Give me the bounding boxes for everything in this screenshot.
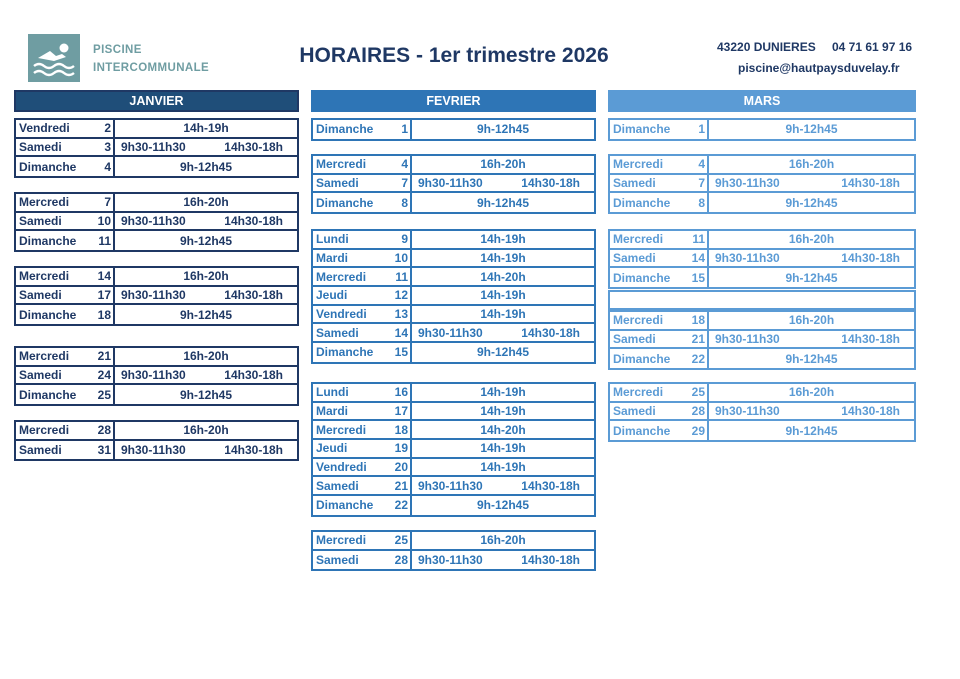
time-slot (113, 120, 297, 137)
day-number: 15 (691, 270, 705, 285)
schedule-row (313, 477, 594, 496)
schedule-row (610, 403, 914, 422)
day-group (14, 266, 299, 326)
day-name: Mercredi (316, 422, 367, 437)
day-name: Vendredi (316, 307, 367, 322)
day-name: Samedi (19, 214, 62, 229)
day-name: Lundi (316, 232, 349, 247)
schedule-row (610, 193, 914, 212)
morning-hours: 9h30-11h30 (121, 288, 186, 303)
day-number: 10 (97, 214, 111, 229)
day-number: 10 (394, 251, 408, 266)
time-slot (410, 231, 594, 248)
day-name: Samedi (19, 443, 62, 458)
opening-hours: 16h-20h (788, 385, 835, 400)
time-slot (707, 349, 914, 368)
day-name: Samedi (316, 176, 359, 191)
time-slot (113, 194, 297, 211)
day-name: Lundi (316, 385, 349, 400)
time-slot (410, 440, 594, 457)
schedule-row (16, 268, 297, 287)
opening-hours: 16h-20h (480, 533, 526, 548)
day-number: 19 (394, 441, 408, 456)
day-number: 11 (98, 233, 111, 248)
month-column-mars (608, 90, 916, 438)
day-name: Dimanche (316, 498, 374, 513)
time-slot (707, 331, 914, 348)
schedule-row (16, 213, 297, 232)
afternoon-hours: 14h30-18h (224, 368, 283, 383)
time-slot (410, 250, 594, 267)
morning-hours: 9h30-11h30 (418, 553, 483, 568)
day-number: 14 (691, 251, 705, 266)
day-number: 9 (401, 232, 408, 247)
time-slot (410, 532, 594, 549)
day-name: Mercredi (316, 269, 367, 284)
day-name: Jeudi (316, 288, 348, 303)
schedule-row (313, 287, 594, 306)
afternoon-hours: 14h30-18h (841, 251, 900, 266)
time-slot (707, 421, 914, 440)
schedule-row (313, 250, 594, 269)
afternoon-hours: 14h30-18h (521, 478, 580, 493)
city: 43220 DUNIERES (717, 40, 816, 54)
opening-hours: 14h-20h (480, 422, 526, 437)
day-name: Dimanche (613, 122, 671, 137)
schedule-row (313, 440, 594, 459)
day-name: Mercredi (613, 313, 664, 328)
schedule-row (16, 139, 297, 158)
time-slot (707, 120, 914, 139)
day-name: Vendredi (19, 121, 70, 136)
time-slot (410, 193, 594, 212)
morning-hours: 9h30-11h30 (715, 404, 780, 419)
afternoon-hours: 14h30-18h (841, 404, 900, 419)
time-slot (410, 324, 594, 341)
opening-hours: 14h-19h (480, 307, 526, 322)
day-number: 28 (394, 553, 408, 568)
day-name: Mercredi (19, 269, 70, 284)
time-slot (410, 306, 594, 323)
phone: 04 71 61 97 16 (832, 40, 913, 54)
day-name: Samedi (19, 288, 62, 303)
day-group (311, 229, 596, 364)
opening-hours: 16h-20h (788, 313, 835, 328)
opening-hours: 9h-12h45 (785, 195, 838, 210)
schedule-row (16, 441, 297, 460)
opening-hours: 9h-12h45 (476, 498, 530, 513)
schedule-row (16, 157, 297, 176)
day-number: 22 (691, 351, 705, 366)
schedule-row (16, 367, 297, 386)
schedule-row (313, 306, 594, 325)
day-name: Dimanche (19, 307, 77, 322)
afternoon-hours: 14h30-18h (841, 176, 900, 191)
day-name: Mardi (316, 404, 349, 419)
afternoon-hours: 14h30-18h (841, 332, 900, 347)
day-name: Samedi (316, 478, 359, 493)
opening-hours: 9h-12h45 (179, 233, 233, 248)
day-name: Dimanche (19, 233, 77, 248)
day-number: 17 (394, 404, 408, 419)
day-number: 14 (97, 269, 111, 284)
day-group (608, 154, 916, 214)
day-number: 2 (104, 121, 111, 136)
month-column-fevrier (311, 90, 596, 568)
time-slot (410, 403, 594, 420)
afternoon-hours: 14h30-18h (224, 288, 283, 303)
day-name: Dimanche (613, 351, 671, 366)
day-number: 12 (394, 288, 408, 303)
morning-hours: 9h30-11h30 (418, 176, 483, 191)
schedule-row (16, 422, 297, 441)
day-number: 25 (691, 385, 705, 400)
day-number: 20 (394, 460, 408, 475)
time-slot (707, 312, 914, 329)
schedule-row (16, 348, 297, 367)
time-slot (410, 459, 594, 476)
day-number: 28 (691, 404, 705, 419)
schedule-row (610, 384, 914, 403)
opening-hours: 14h-19h (183, 121, 229, 136)
schedule-row (16, 305, 297, 324)
opening-hours: 14h-19h (480, 385, 526, 400)
month-header: MARS (608, 90, 916, 112)
opening-hours: 9h-12h45 (785, 122, 838, 137)
time-slot (113, 367, 297, 384)
morning-hours: 9h30-11h30 (418, 478, 483, 493)
month-column-janvier (14, 90, 299, 458)
day-name: Mercredi (19, 349, 70, 364)
day-group (608, 290, 916, 310)
opening-hours: 16h-20h (183, 423, 229, 438)
schedule-row (313, 496, 594, 515)
day-group (14, 192, 299, 252)
afternoon-hours: 14h30-18h (224, 443, 283, 458)
time-slot (113, 385, 297, 404)
schedule-row (16, 120, 297, 139)
day-number: 4 (401, 157, 408, 172)
day-group (311, 530, 596, 571)
time-slot (410, 268, 594, 285)
day-name: Samedi (613, 332, 656, 347)
day-name: Dimanche (316, 345, 374, 360)
time-slot (707, 268, 914, 287)
schedule-row (610, 156, 914, 175)
day-number: 8 (401, 195, 408, 210)
day-group (608, 118, 916, 141)
day-group (14, 118, 299, 178)
day-group (608, 382, 916, 442)
schedule-row (16, 194, 297, 213)
morning-hours: 9h30-11h30 (715, 176, 780, 191)
opening-hours: 14h-19h (480, 288, 526, 303)
time-slot (410, 384, 594, 401)
opening-hours: 9h-12h45 (476, 345, 530, 360)
day-number: 1 (401, 122, 408, 137)
day-number: 22 (394, 498, 408, 513)
schedule-row (610, 268, 914, 287)
logo-line2: INTERCOMMUNALE (93, 62, 210, 74)
day-number: 17 (97, 288, 111, 303)
schedule-row (16, 287, 297, 306)
day-name: Samedi (613, 404, 656, 419)
time-slot (113, 441, 297, 460)
day-number: 21 (394, 478, 408, 493)
opening-hours: 16h-20h (788, 232, 835, 247)
opening-hours: 14h-19h (480, 441, 526, 456)
opening-hours: 9h-12h45 (179, 159, 233, 174)
day-number: 1 (698, 122, 705, 137)
day-number: 21 (97, 349, 111, 364)
day-name: Samedi (19, 140, 62, 155)
day-number: 13 (394, 307, 408, 322)
schedule-row (313, 343, 594, 362)
time-slot (113, 287, 297, 304)
day-name: Dimanche (613, 270, 671, 285)
opening-hours: 14h-19h (480, 251, 526, 266)
day-number: 28 (97, 423, 111, 438)
schedule-row (313, 156, 594, 175)
day-number: 4 (698, 157, 705, 172)
schedule-row (313, 551, 594, 570)
day-group (608, 229, 916, 289)
time-slot (113, 268, 297, 285)
day-number: 21 (691, 332, 705, 347)
schedule-row (313, 421, 594, 440)
time-slot (410, 287, 594, 304)
time-slot (113, 305, 297, 324)
opening-hours: 9h-12h45 (476, 122, 530, 137)
day-name: Dimanche (316, 195, 374, 210)
day-number: 8 (698, 195, 705, 210)
schedule-row (313, 231, 594, 250)
day-name: Mardi (316, 251, 349, 266)
opening-hours: 9h-12h45 (179, 387, 233, 402)
opening-hours: 9h-12h45 (179, 307, 233, 322)
opening-hours: 16h-20h (183, 349, 229, 364)
time-slot (707, 193, 914, 212)
day-name: Dimanche (19, 387, 77, 402)
day-group (311, 382, 596, 517)
schedule-row (610, 331, 914, 350)
time-slot (410, 421, 594, 438)
month-header: FEVRIER (311, 90, 596, 112)
day-name: Jeudi (316, 441, 348, 456)
day-number: 7 (401, 176, 408, 191)
schedule-row (313, 193, 594, 212)
day-number: 7 (698, 176, 705, 191)
time-slot (410, 175, 594, 192)
day-number: 7 (104, 195, 111, 210)
morning-hours: 9h30-11h30 (418, 325, 483, 340)
schedule-row (610, 421, 914, 440)
schedule-row (313, 175, 594, 194)
schedule-row (313, 459, 594, 478)
schedule-row (610, 231, 914, 250)
day-name: Dimanche (316, 122, 374, 137)
schedule-row (313, 268, 594, 287)
afternoon-hours: 14h30-18h (224, 140, 283, 155)
day-number: 11 (692, 232, 705, 247)
time-slot (707, 384, 914, 401)
day-name: Mercredi (316, 533, 367, 548)
time-slot (707, 156, 914, 173)
time-slot (410, 551, 594, 570)
opening-hours: 14h-20h (480, 269, 526, 284)
schedule-row (16, 385, 297, 404)
opening-hours: 9h-12h45 (785, 351, 838, 366)
logo-line1: PISCINE (93, 44, 142, 56)
day-number: 25 (97, 387, 111, 402)
schedule-row (313, 384, 594, 403)
opening-hours: 16h-20h (183, 269, 229, 284)
day-name: Samedi (316, 553, 359, 568)
time-slot (113, 213, 297, 230)
schedule-row (313, 120, 594, 139)
time-slot (707, 231, 914, 248)
day-name: Mercredi (316, 157, 367, 172)
schedule-row (610, 120, 914, 139)
day-number: 11 (395, 269, 408, 284)
day-name: Samedi (613, 251, 656, 266)
opening-hours: 9h-12h45 (785, 423, 838, 438)
day-name: Mercredi (613, 157, 664, 172)
morning-hours: 9h30-11h30 (121, 443, 186, 458)
day-group (14, 420, 299, 461)
time-slot (113, 139, 297, 156)
afternoon-hours: 14h30-18h (521, 325, 580, 340)
schedule-row (313, 324, 594, 343)
day-number: 16 (394, 385, 408, 400)
afternoon-hours: 14h30-18h (521, 176, 580, 191)
time-slot (113, 348, 297, 365)
day-number: 29 (691, 423, 705, 438)
schedule-row (610, 349, 914, 368)
time-slot (410, 120, 594, 139)
day-group (311, 118, 596, 141)
month-header: JANVIER (14, 90, 299, 112)
schedule-row (313, 532, 594, 551)
schedule-row (610, 250, 914, 269)
day-name: Samedi (19, 368, 62, 383)
morning-hours: 9h30-11h30 (121, 368, 186, 383)
opening-hours: 14h-19h (480, 232, 526, 247)
day-name: Mercredi (613, 385, 664, 400)
day-name: Samedi (316, 325, 359, 340)
morning-hours: 9h30-11h30 (121, 214, 186, 229)
day-name: Samedi (613, 176, 656, 191)
schedule-row (16, 231, 297, 250)
page-title: HORAIRES - 1er trimestre 2026 (299, 44, 609, 67)
time-slot (707, 175, 914, 192)
day-name: Vendredi (316, 460, 367, 475)
opening-hours: 9h-12h45 (476, 195, 530, 210)
time-slot (410, 156, 594, 173)
day-number: 18 (691, 313, 705, 328)
morning-hours: 9h30-11h30 (715, 332, 780, 347)
day-name: Mercredi (19, 423, 70, 438)
day-number: 31 (97, 443, 111, 458)
day-group (608, 310, 916, 370)
time-slot (410, 343, 594, 362)
time-slot (707, 250, 914, 267)
day-name: Dimanche (613, 423, 671, 438)
time-slot (113, 157, 297, 176)
schedule-row (610, 312, 914, 331)
day-name: Dimanche (613, 195, 671, 210)
email: piscine@hautpaysduvelay.fr (738, 61, 900, 75)
morning-hours: 9h30-11h30 (121, 140, 186, 155)
day-group (311, 154, 596, 214)
opening-hours: 16h-20h (183, 195, 229, 210)
afternoon-hours: 14h30-18h (224, 214, 283, 229)
day-number: 18 (394, 422, 408, 437)
day-number: 24 (97, 368, 111, 383)
afternoon-hours: 14h30-18h (521, 553, 580, 568)
day-number: 4 (104, 159, 111, 174)
opening-hours: 14h-19h (480, 460, 526, 475)
time-slot (113, 231, 297, 250)
day-name: Mercredi (613, 232, 664, 247)
morning-hours: 9h30-11h30 (715, 251, 780, 266)
schedule-row (610, 175, 914, 194)
time-slot (410, 477, 594, 494)
time-slot (707, 403, 914, 420)
opening-hours: 9h-12h45 (785, 270, 838, 285)
day-number: 18 (97, 307, 111, 322)
opening-hours: 14h-19h (480, 404, 526, 419)
day-name: Dimanche (19, 159, 77, 174)
opening-hours: 16h-20h (788, 157, 835, 172)
day-name: Mercredi (19, 195, 70, 210)
schedule-row (313, 403, 594, 422)
day-group (14, 346, 299, 406)
time-slot (410, 496, 594, 515)
day-number: 14 (394, 325, 408, 340)
opening-hours: 16h-20h (480, 157, 526, 172)
day-number: 3 (104, 140, 111, 155)
day-number: 25 (394, 533, 408, 548)
time-slot (113, 422, 297, 439)
day-number: 15 (394, 345, 408, 360)
